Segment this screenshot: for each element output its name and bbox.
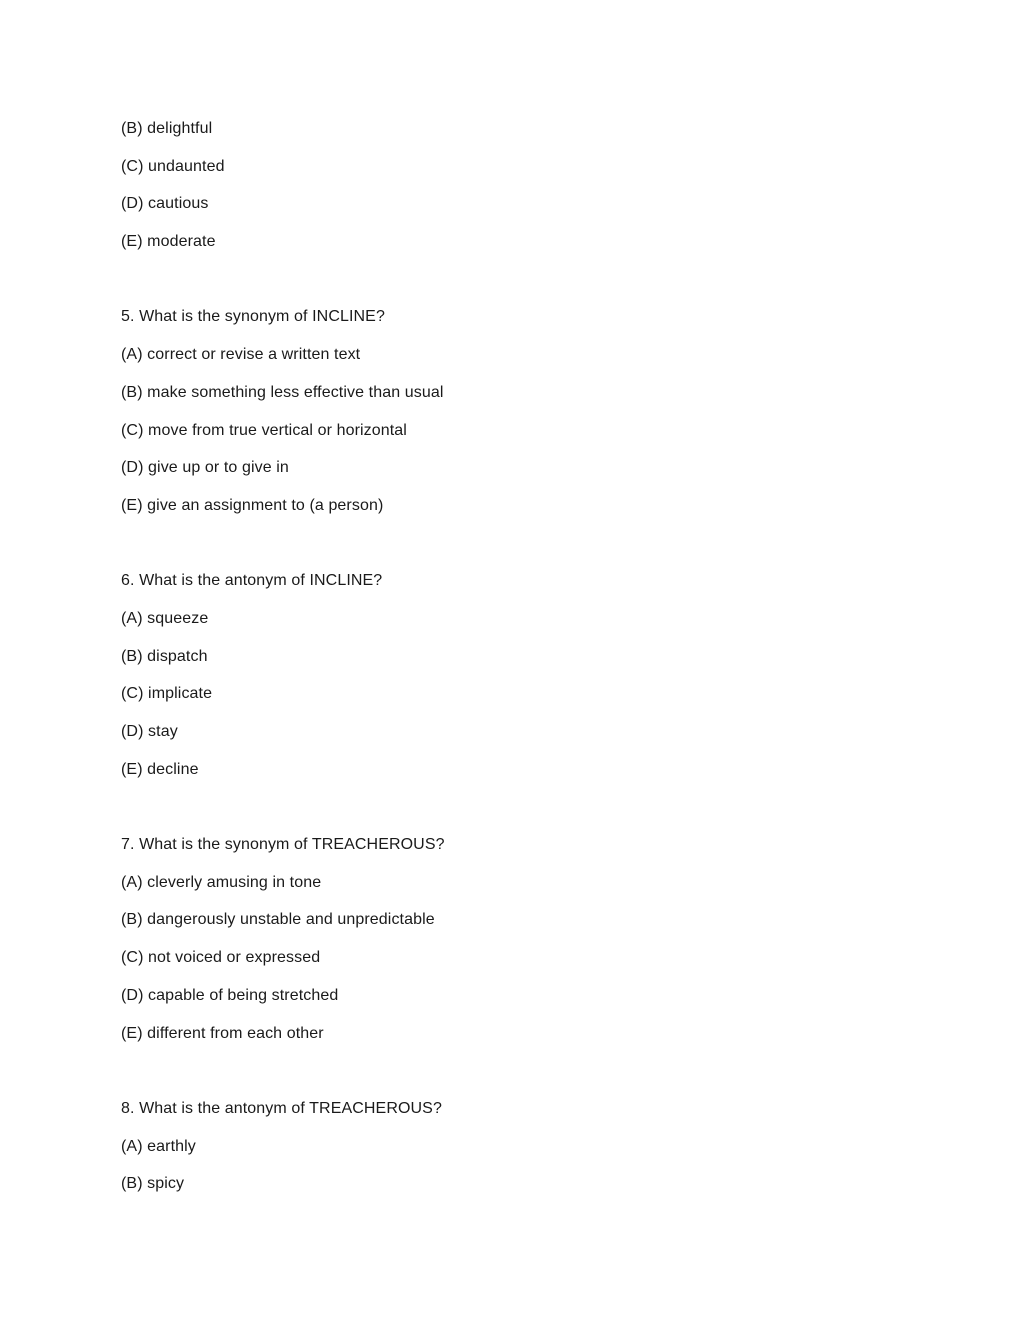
option-b: (B) dangerously unstable and unpredictable bbox=[121, 911, 435, 929]
spacer bbox=[121, 270, 901, 308]
option-c: (C) implicate bbox=[121, 685, 213, 703]
option-a: (A) cleverly amusing in tone bbox=[121, 873, 322, 891]
question-prompt: 6. What is the antonym of INCLINE? bbox=[121, 572, 383, 590]
option-e: (E) different from each other bbox=[121, 1024, 324, 1042]
question-5 bbox=[121, 307, 901, 515]
carryover-options bbox=[121, 119, 901, 252]
option-a: (A) earthly bbox=[121, 1137, 196, 1155]
question-6 bbox=[121, 571, 901, 779]
question-8 bbox=[121, 1099, 901, 1194]
option-a: (A) squeeze bbox=[121, 609, 209, 627]
spacer bbox=[121, 534, 901, 572]
option-a: (A) correct or revise a written text bbox=[121, 346, 361, 364]
option-e: (E) decline bbox=[121, 760, 199, 778]
option-c: (C) undaunted bbox=[121, 157, 225, 175]
question-prompt: 5. What is the synonym of INCLINE? bbox=[121, 308, 385, 326]
option-e: (E) give an assignment to (a person) bbox=[121, 496, 384, 514]
option-c: (C) move from true vertical or horizontal bbox=[121, 421, 407, 439]
option-d: (D) give up or to give in bbox=[121, 459, 289, 477]
option-b: (B) dispatch bbox=[121, 647, 208, 665]
option-b: (B) delightful bbox=[121, 120, 213, 137]
option-c: (C) not voiced or expressed bbox=[121, 949, 321, 967]
question-prompt: 8. What is the antonym of TREACHEROUS? bbox=[121, 1099, 442, 1117]
option-b: (B) make something less effective than usual bbox=[121, 383, 444, 401]
option-e: (E) moderate bbox=[121, 233, 216, 251]
quiz-content bbox=[121, 119, 901, 1212]
option-b: (B) spicy bbox=[121, 1175, 185, 1193]
spacer bbox=[121, 1061, 901, 1099]
option-d: (D) stay bbox=[121, 723, 178, 740]
option-d: (D) cautious bbox=[121, 195, 209, 213]
question-prompt: 7. What is the synonym of TREACHEROUS? bbox=[121, 836, 445, 854]
option-d: (D) capable of being stretched bbox=[121, 986, 339, 1004]
question-7 bbox=[121, 835, 901, 1043]
spacer bbox=[121, 797, 901, 835]
